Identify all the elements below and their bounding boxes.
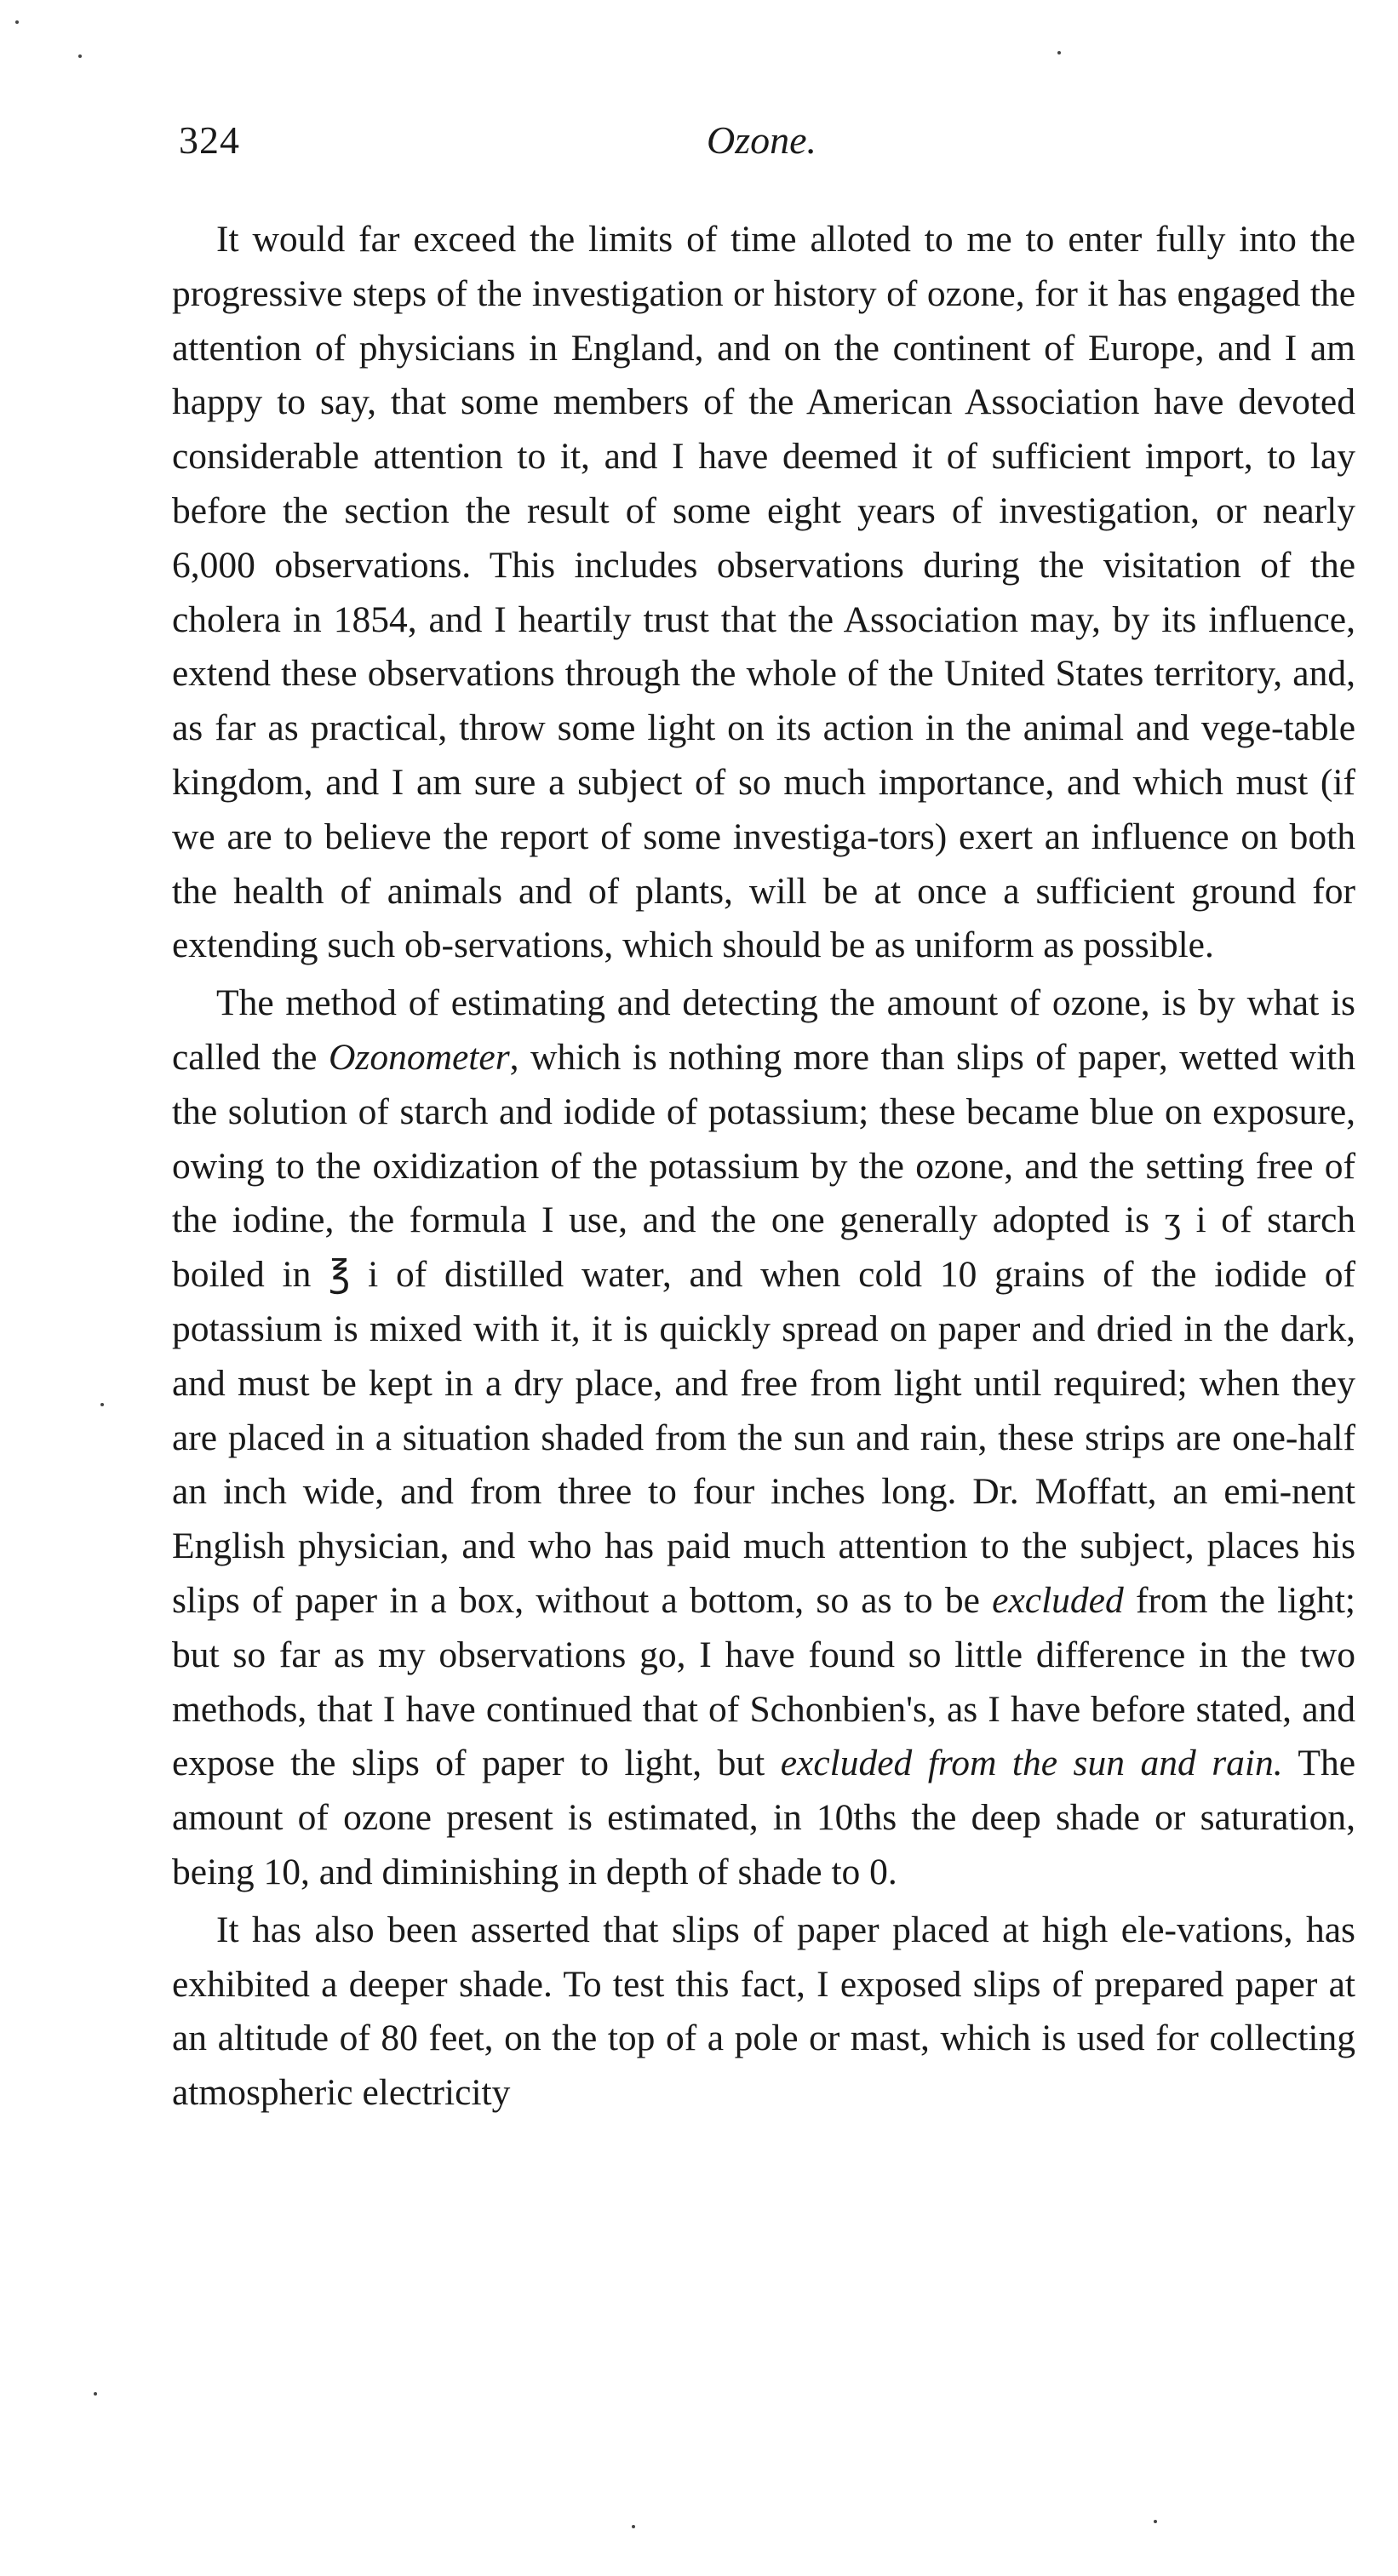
scan-speck (100, 1403, 104, 1406)
scan-speck (632, 2525, 635, 2528)
paragraph-2-part-1: The method of estimating and detecting the amount of ozone, is by what is called the (172, 982, 1355, 1078)
running-head (179, 117, 1286, 177)
paragraph-1: It would far exceed the limits of time alloted to me to enter fully into the progressive steps of the investigation or history of ozone, for it has engaged the attention of physicians in England, and on the continent of Europe, and I am happy to say, that some members of the American Association have devoted considerable attention to it, and I have deemed it of sufficient import, to lay before the section the result of some eight years of investigation, or nearly 6,000 observations. This includes observations during the visitation of the cholera in 1854, and I heartily trust that the Association may, by its influence, extend these observations through the whole of the United States territory, and, as far as practical, throw some light on its action in the animal and vege-table kingdom, and I am sure a subject of so much importance, and which must (if we are to believe the report of some investiga-tors) exert an influence on both the health of animals and of plants, will be at once a sufficient ground for extending such ob-servations, which should be as uniform as possible. (172, 219, 1355, 966)
excluded-term: excluded (992, 1579, 1124, 1621)
ozonometer-term: Ozonometer (328, 1036, 510, 1078)
scan-speck (1057, 51, 1061, 54)
scan-speck (15, 20, 19, 24)
excluded-phrase: excluded from the sun and rain. (780, 1743, 1283, 1784)
body-text (172, 213, 1355, 2121)
paragraph-2-part-4: The amount of ozone present is estimated, in 10ths the deep shade or saturation, being 10, and diminishing in depth of shade to 0. (172, 1743, 1356, 1892)
scan-speck (1154, 2520, 1157, 2523)
paragraph-2-part-3: from the light; but so far as my observations go, I have found so little difference in the two methods, that I have continued that of Schonbien's, as I have before stated, and expose the slips of paper to light, but (172, 1579, 1355, 1784)
page-number: 324 (179, 118, 240, 162)
paragraph-2 (172, 976, 1355, 1900)
paragraph-2-part-2: , which is nothing more than slips of paper, wetted with the solution of starch and iodide of potassium; these became blue on exposure, owing to the oxidization of the potassium by the ozone, and the setting free of the iodine, the formula I use, and the one generally adopted is ʒ i of starch boiled in ℥ i of distilled water, and when cold 10 grains of the iodide of potassium is mixed with it, it is quickly spread on paper and dried in the dark, and must be kept in a dry place, and free from light until required; when they are placed in a situation shaded from the sun and rain, these strips are one-half an inch wide, and from three to four inches long. Dr. Moffatt, an emi-nent English physician, and who has paid much attention to the subject, places his slips of paper in a box, without a bottom, so as to be (172, 1036, 1355, 1621)
paragraph-3: It has also been asserted that slips of paper placed at high ele-vations, has exhibited a deeper shade. To test this fact, I exposed slips of prepared paper at an altitude of 80 feet, on the top of a pole or mast, which is used for collecting atmospheric electricity (172, 1909, 1355, 2114)
running-title: Ozone. (707, 118, 817, 162)
scan-speck (94, 2392, 97, 2396)
scan-speck (78, 54, 82, 58)
